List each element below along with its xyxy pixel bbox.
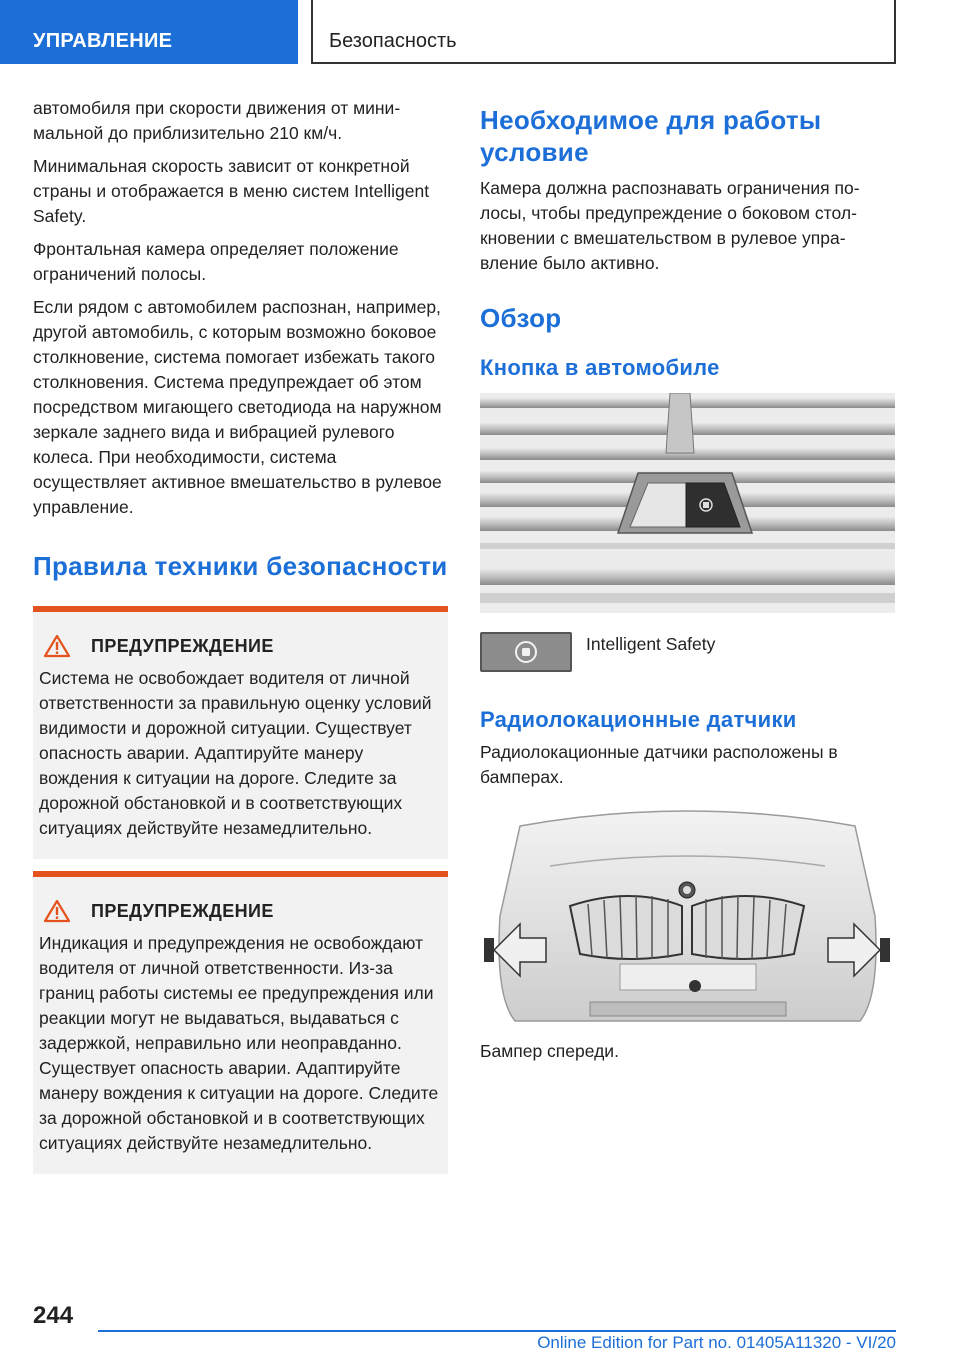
bumper-caption: Бампер спереди. [480, 1041, 619, 1061]
paragraph: автомобиля при скорости движения от минимальной до приблизительно 210 км/ч. [33, 98, 401, 143]
conditions-heading: Необходимое для работы условие [480, 105, 822, 167]
warning-triangle-icon [43, 634, 71, 658]
safety-heading: Правила техники безопасности [33, 551, 448, 581]
button-heading: Кнопка в автомобиле [480, 355, 720, 380]
warning-title: ПРЕДУПРЕЖДЕНИЕ [91, 900, 274, 921]
footer-edition: Online Edition for Part no. 01405A11320 - VI/20 [537, 1333, 896, 1352]
page-number: 244 [33, 1302, 74, 1329]
dashboard-vents-illustration [480, 393, 895, 613]
left-column [33, 96, 448, 1174]
vehicle-button-image [480, 393, 895, 613]
car-front-illustration [480, 806, 895, 1028]
radar-section [480, 706, 895, 798]
warning-triangle-icon [43, 899, 71, 923]
warning-text: Система не освобождает водителя от личной ответственности за правильную оценку условий видимости и дорожной ситуации. Существует опасность аварии. Адаптируйте манеру вождения к ситуации на дороге. Следите за дорожной обстановкой и в соответствующих ситуациях действуйте незамедлительно. [39, 668, 432, 838]
warning-text: Индикация и предупреждения не освобождают водителя от личной ответственности. Из-за границ работы системы ее предупреждения или реакции могут не выдаваться, выдаваться с задержкой, неправильно или неоправданно. Существует опасность аварии. Адаптируйте манеру вождения к ситуации на дороге. Следите за дорожной обстановкой и в соответствующих ситуациях действуйте незамедлительно. [39, 933, 439, 1153]
conditions-text: Камера должна распознавать ограничения полосы, чтобы предупреждение о боковом столкновении с вмешательством в рулевое управление было активно. [480, 178, 860, 273]
button-legend [480, 632, 895, 672]
radar-heading: Радиолокационные датчики [480, 707, 797, 732]
chapter-tab: УПРАВЛЕНИЕ [0, 0, 298, 64]
radar-text: Радиолокационные датчики расположены в бамперах. [480, 742, 838, 787]
paragraph: Фронтальная камера определяет положение ограничений полосы. [33, 239, 399, 284]
right-column [480, 104, 895, 382]
button-label: Intelligent Safety [586, 634, 716, 654]
front-bumper-image [480, 806, 895, 1028]
warning-box [33, 606, 448, 859]
section-title: Безопасность [311, 0, 896, 64]
paragraph: Минимальная скорость зависит от конкретной страны и отображается в меню систем Intelligent Safety. [33, 156, 430, 226]
intelligent-safety-button-icon [480, 632, 572, 672]
footer-divider [98, 1330, 896, 1332]
warning-title: ПРЕДУПРЕЖДЕНИЕ [91, 635, 274, 656]
warning-box [33, 871, 448, 1174]
overview-heading: Обзор [480, 303, 562, 333]
safety-symbol-icon [513, 639, 539, 665]
paragraph: Если рядом с автомобилем распознан, например, другой автомобиль, с которым возможно боковое столкновение, система помогает избежать такого столкновения. Система предупреждает об этом посредством мигающего светодиода на наружном зеркале заднего вида и вибрацией рулевого колеса. При необходимости, система осуществляет активное вмешательство в рулевое управление. [33, 297, 442, 517]
